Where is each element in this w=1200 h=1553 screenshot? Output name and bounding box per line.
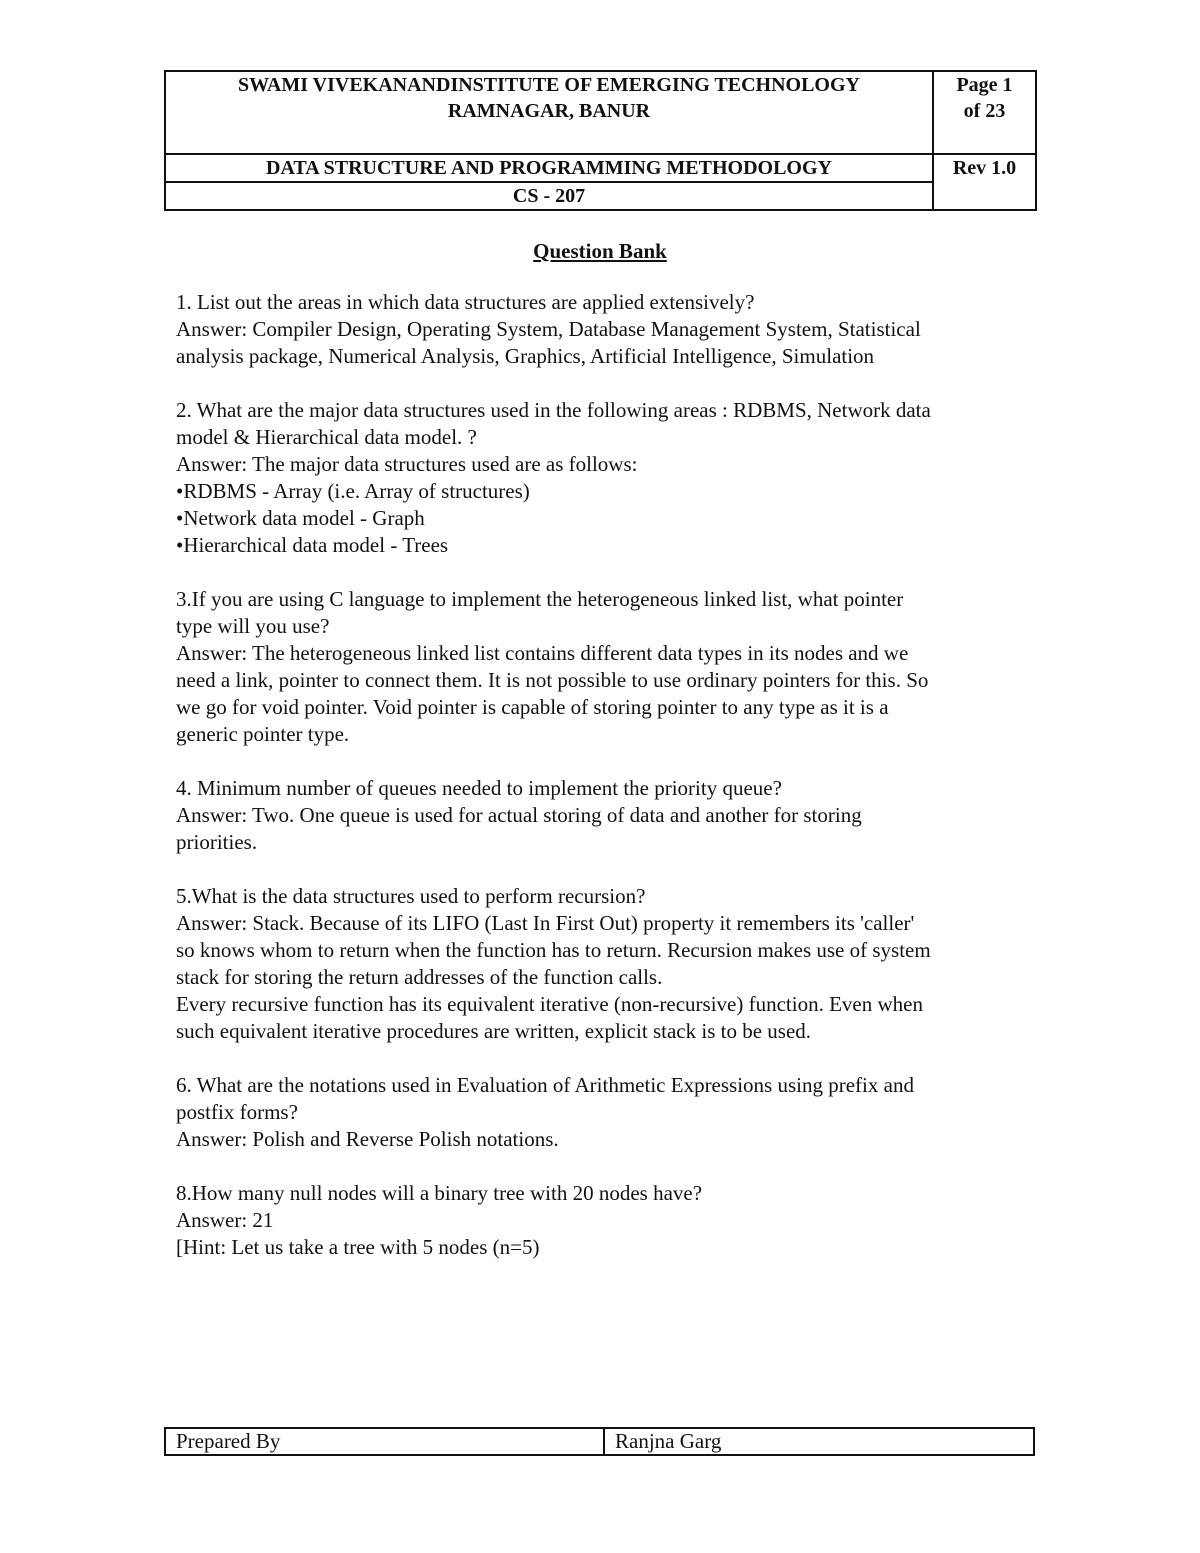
revision: Rev 1.0: [952, 157, 1017, 179]
question-line: 8.How many null nodes will a binary tree with 20 nodes have?: [176, 1181, 703, 1205]
answer-line: Answer: Two. One queue is used for actual storing of data and another for storing: [176, 803, 862, 827]
prepared-by-name: Ranjna Garg: [604, 1428, 1034, 1455]
question-line: 3.If you are using C language to implement the heterogeneous linked list, what pointer: [176, 587, 904, 611]
question-line: model & Hierarchical data model. ?: [176, 425, 477, 449]
answer-line: Answer: The major data structures used are as follows:: [176, 452, 638, 476]
question-item: [176, 289, 1036, 370]
question-item: [176, 775, 1036, 856]
answer-line: Answer: Polish and Reverse Polish notations.: [176, 1127, 559, 1151]
footer-table: [164, 1427, 1035, 1456]
answer-line: so knows whom to return when the function has to return. Recursion makes use of system: [176, 938, 931, 962]
question-line: 4. Minimum number of queues needed to implement the priority queue?: [176, 776, 782, 800]
question-item: [176, 397, 1036, 559]
answer-bullet: •RDBMS - Array (i.e. Array of structures): [176, 479, 530, 503]
institute-location: RAMNAGAR, BANUR: [447, 100, 651, 122]
answer-bullet: •Hierarchical data model - Trees: [176, 533, 449, 557]
page-number-cell: [933, 71, 1036, 154]
page-title: Question Bank: [533, 239, 667, 263]
answer-line: Answer: 21: [176, 1208, 274, 1232]
institute-name: SWAMI VIVEKANANDINSTITUTE OF EMERGING TECHNOLOGY: [238, 74, 860, 96]
subject-title: DATA STRUCTURE AND PROGRAMMING METHODOLOGY: [266, 157, 832, 179]
subject-cell: [165, 154, 933, 182]
answer-line: generic pointer type.: [176, 722, 350, 746]
header-table: [164, 70, 1037, 211]
revision-cell: [933, 154, 1036, 210]
answer-line: such equivalent iterative procedures are written, explicit stack is to be used.: [176, 1019, 812, 1043]
course-code-cell: [165, 182, 933, 210]
institute-cell: [165, 71, 933, 154]
question-line: 5.What is the data structures used to perform recursion?: [176, 884, 646, 908]
question-line: 1. List out the areas in which data structures are applied extensively?: [176, 290, 755, 314]
question-line: postfix forms?: [176, 1100, 298, 1124]
question-item: [176, 1072, 1036, 1153]
answer-line: Every recursive function has its equivalent iterative (non-recursive) function. Even when: [176, 992, 923, 1016]
page-number: Page 1: [956, 74, 1013, 96]
answer-bullet: •Network data model - Graph: [176, 506, 425, 530]
answer-line: priorities.: [176, 830, 258, 854]
question-item: [176, 586, 1036, 748]
question-line: 6. What are the notations used in Evaluation of Arithmetic Expressions using prefix and: [176, 1073, 914, 1097]
question-item: [176, 1180, 1036, 1261]
question-line: type will you use?: [176, 614, 330, 638]
answer-line: need a link, pointer to connect them. It is not possible to use ordinary pointers for this. So: [176, 668, 929, 692]
course-code: CS - 207: [512, 185, 586, 207]
question-item: [176, 883, 1036, 1045]
answer-line: Answer: Stack. Because of its LIFO (Last In First Out) property it remembers its 'caller': [176, 911, 915, 935]
hint-line: [Hint: Let us take a tree with 5 nodes (n=5): [176, 1235, 540, 1259]
page-total: of 23: [963, 100, 1006, 122]
answer-line: analysis package, Numerical Analysis, Graphics, Artificial Intelligence, Simulation: [176, 344, 875, 368]
answer-line: stack for storing the return addresses of the function calls.: [176, 965, 663, 989]
question-list: [176, 289, 1036, 1288]
answer-line: Answer: Compiler Design, Operating System, Database Management System, Statistical: [176, 317, 921, 341]
answer-line: Answer: The heterogeneous linked list contains different data types in its nodes and we: [176, 641, 909, 665]
prepared-by-label: Prepared By: [165, 1428, 604, 1455]
answer-line: we go for void pointer. Void pointer is capable of storing pointer to any type as it is a: [176, 695, 889, 719]
question-line: 2. What are the major data structures used in the following areas : RDBMS, Network data: [176, 398, 931, 422]
